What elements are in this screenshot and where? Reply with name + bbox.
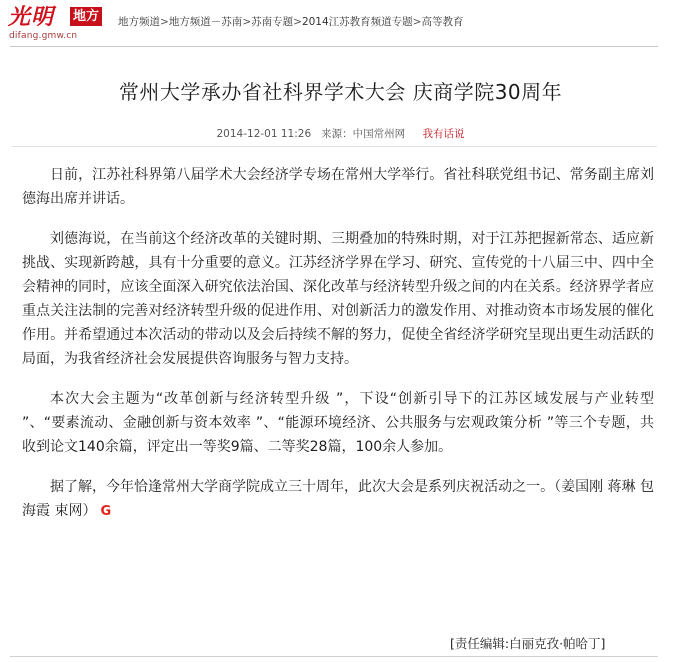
logo-url: difang.gmw.cn — [9, 31, 78, 41]
breadcrumb-separator: > — [160, 16, 169, 28]
breadcrumb-separator: > — [412, 16, 422, 28]
breadcrumb-separator: > — [293, 16, 302, 28]
article-paragraph-3: 本次大会主题为“改革创新与经济转型升级 ”，下设“创新引导下的江苏区域发展与产业转型 ”、“要素流动、金融创新与资本效率 ”、“能源环境经济、公共服务与宏观政策分析 ”等三个专题，共收到论文140余篇，评定出一等奖9篇、二等奖28篇，100余人参加。 — [22, 391, 654, 455]
breadcrumb-item-higher-education[interactable]: 高等教育 — [421, 16, 464, 28]
article-paragraph-4-text: 据了解，今年恰逢常州大学商学院成立三十周年，此次大会是系列庆祝活动之一。（姜国刚 蒋琳 包海霞 束网） — [22, 479, 654, 519]
footer-divider — [10, 656, 658, 657]
breadcrumb — [118, 14, 463, 29]
breadcrumb-item-sunan[interactable]: 地方频道－苏南 — [168, 16, 243, 28]
breadcrumb-item-education-topics[interactable]: 2014江苏教育频道专题 — [301, 16, 413, 28]
breadcrumb-item-difang[interactable]: 地方频道 — [118, 16, 160, 28]
article-body — [22, 163, 654, 540]
responsible-editor: [责任编辑:白丽克孜·帕哈丁] — [450, 636, 606, 651]
comment-link[interactable]: 我有话说 — [422, 128, 465, 140]
header-divider — [10, 46, 658, 47]
gmw-logo[interactable] — [8, 4, 118, 44]
meta-divider — [12, 146, 657, 147]
article-title: 常州大学承办省社科界学术大会 庆商学院30周年 — [118, 80, 563, 104]
breadcrumb-item-sunan-topics[interactable]: 苏南专题 — [251, 16, 294, 28]
gmw-g-icon: G — [100, 504, 112, 519]
article-source: 来源：中国常州网 — [321, 128, 406, 140]
article-date: 2014-12-01 11:26 — [216, 128, 312, 140]
article-paragraph-4 — [22, 475, 654, 524]
article-meta — [0, 126, 681, 141]
page-header — [0, 0, 681, 46]
logo-mark: 光明 — [8, 4, 55, 30]
breadcrumb-separator: > — [242, 16, 252, 28]
logo-badge: 地方 — [70, 7, 102, 26]
article-paragraph-1: 日前，江苏社科界第八届学术大会经济学专场在常州大学举行。省社科联党组书记、常务副主席刘德海出席并讲话。 — [22, 167, 654, 207]
article-paragraph-2: 刘德海说，在当前这个经济改革的关键时期、三期叠加的特殊时期，对于江苏把握新常态、适应新挑战、实现新跨越，具有十分重要的意义。江苏经济学界在学习、研究、宣传党的十八届三中、四中全会精神的同时，应该全面深入研究依法治国、深化改革与经济转型升级之间的内在关系。经济界学者应重点关注法制的完善对经济转型升级的促进作用、对创新活力的激发作用、对推动资本市场发展的催化作用。并希望通过本次活动的带动以及会后持续不解的努力，促使全省经济学研究呈现出更生动活跃的局面，为我省经济社会发展提供咨询服务与智力支持。 — [22, 231, 654, 367]
